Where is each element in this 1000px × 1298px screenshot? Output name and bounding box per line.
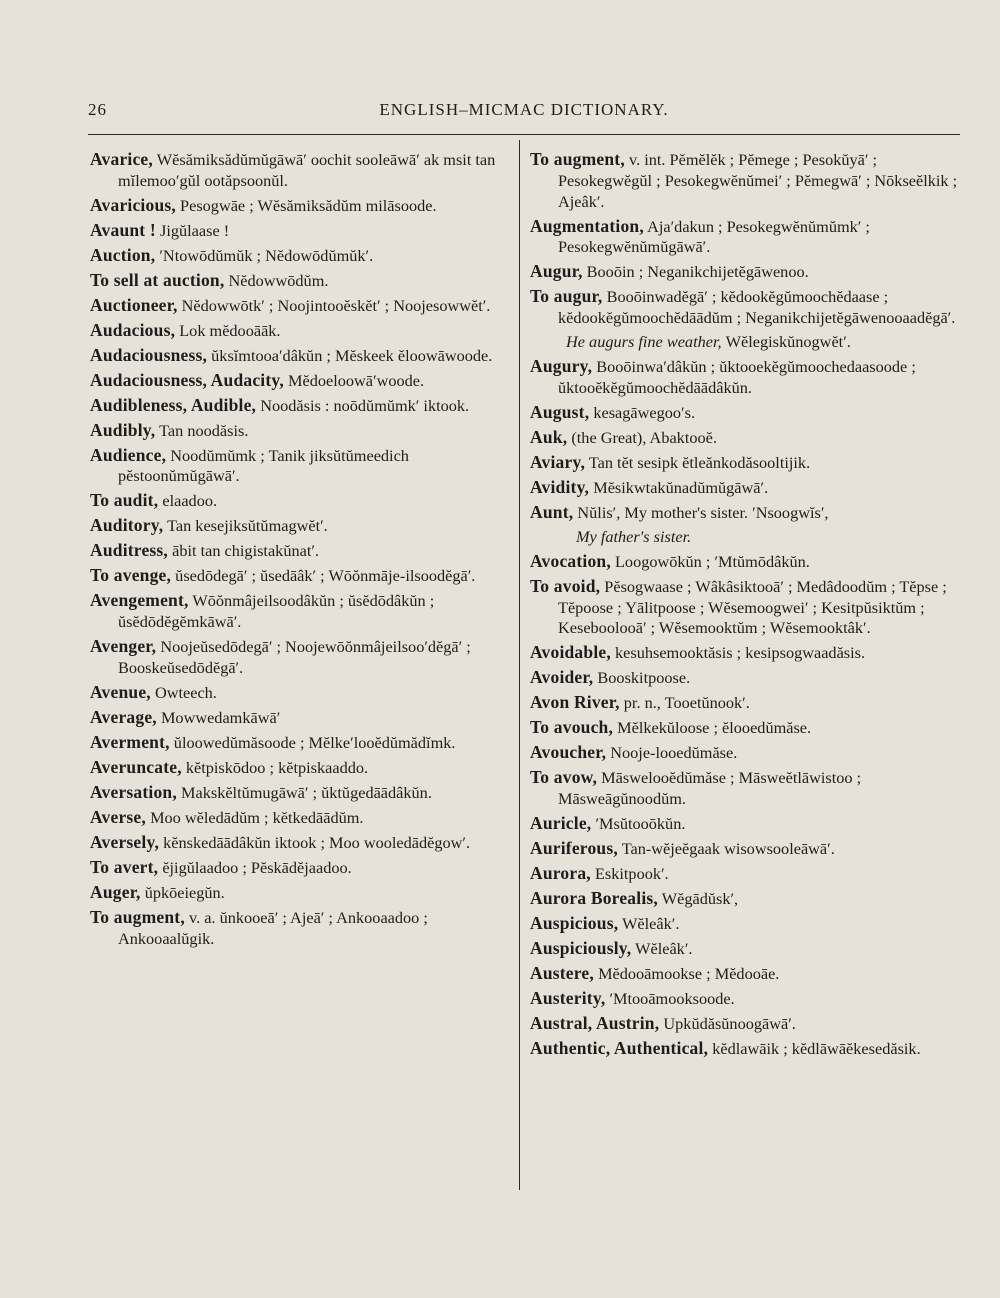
headword: Avoucher,: [530, 742, 607, 763]
definition: Mowwedamkāwā′: [160, 707, 281, 727]
headword: Authentic, Authentical,: [530, 1037, 709, 1058]
sub-entry: [530, 332, 962, 353]
definition: Noodŭmŭmk ; Tanik jiksŭtŭmeedich pĕstoonŭmŭgāwā′.: [118, 445, 409, 486]
headword: Auriferous,: [530, 838, 618, 859]
page-header: [88, 96, 960, 126]
headword: Avaunt !: [90, 219, 156, 240]
definition: ŭksĭmtooa′dâkŭn ; Mĕskeek ĕloowāwoode.: [211, 345, 493, 365]
headword: Avenger,: [90, 636, 157, 657]
left-column: [90, 149, 512, 953]
dictionary-entry: [90, 807, 512, 829]
definition: Wōŏnmâjeilsoodâkŭn ; ŭsĕdōdâkŭn ; ŭsĕdōdĕgĕmkāwā′.: [118, 591, 435, 632]
headword: August,: [530, 401, 590, 422]
dictionary-entry: [530, 502, 962, 524]
headword: Austral, Austrin,: [530, 1012, 660, 1033]
definition: Pĕsogwaase ; Wâkâsiktooā′ ; Medâdoodŭm ; Tĕpse ; Tĕpoose ; Yālitpoose ; Wĕsemoogwei′ ; Kesitpŭsiktŭm ; Keseboolooā′ ; Wĕsemooktŭm ; Wĕsemooktâk′.: [558, 576, 947, 638]
definition: Makskĕltŭmugāwā′ ; ŭktŭgedāādâkŭn.: [181, 782, 432, 802]
definition: Mĕdooāmookse ; Mĕdooāe.: [598, 963, 780, 983]
dictionary-entry: [90, 149, 512, 192]
dictionary-entry: [90, 445, 512, 488]
dictionary-entry: [530, 1013, 962, 1035]
definition: Wĕleâk′.: [622, 914, 680, 933]
dictionary-entry: [90, 395, 512, 417]
definition: Eskitpook′.: [594, 864, 669, 884]
definition: ′Msŭtooōkŭn.: [595, 814, 686, 834]
dictionary-entry: [90, 515, 512, 537]
definition: Nĕdowwōdŭm.: [228, 270, 329, 290]
dictionary-entry: [530, 149, 962, 212]
headword: Aviary,: [530, 451, 586, 472]
definition: pr. n., Tooetŭnook′.: [623, 693, 750, 713]
definition: ′Ntowōdŭmŭk ; Nĕdowōdŭmŭk′.: [159, 245, 374, 265]
sub-entry-phrase: He augurs fine weather,: [566, 332, 722, 352]
dictionary-entry: [90, 882, 512, 904]
definition: Mĕlkekŭloose ; ĕlooedŭmăse.: [617, 718, 812, 738]
headword: Austere,: [530, 962, 594, 983]
headword: Auk,: [530, 426, 568, 447]
definition: Upkŭdăsŭnoogāwā′.: [663, 1013, 796, 1033]
dictionary-entry: [530, 667, 962, 689]
dictionary-entry: [90, 270, 512, 292]
headword: Averse,: [90, 806, 146, 827]
headword: Avidity,: [530, 476, 590, 497]
dictionary-entry: [90, 757, 512, 779]
column-divider: [519, 140, 520, 1190]
dictionary-entry: [530, 356, 962, 399]
dictionary-entry: [90, 857, 512, 879]
dictionary-entry: [90, 782, 512, 804]
headword: To augment,: [530, 149, 625, 169]
definition: Tan tĕt sesipk ĕtleănkodăsooltijik.: [588, 452, 811, 472]
dictionary-entry: [530, 427, 962, 449]
definition: kesuhsemooktăsis ; kesipsogwaadăsis.: [615, 643, 866, 663]
headword: Auger,: [90, 881, 141, 902]
headword: To sell at auction,: [90, 269, 225, 290]
definition: Mĕdoeloowā′woode.: [288, 370, 425, 390]
dictionary-entry: [90, 732, 512, 754]
headword: Auctioneer,: [90, 294, 178, 315]
definition: Aja′dakun ; Pesokegwĕnŭmŭmk′ ; Pesokegwĕnŭmŭgāwā′.: [558, 216, 870, 257]
dictionary-entry: [90, 195, 512, 217]
headword: Auction,: [90, 244, 156, 265]
definition: ŭsedōdegā′ ; ŭsedāâk′ ; Wōŏnmāje-ilsoodĕgā′.: [175, 566, 476, 586]
dictionary-entry: [530, 717, 962, 739]
headword: Audience,: [90, 444, 167, 465]
definition: Booōinwa′dâkŭn ; ŭktooekĕgŭmoochedaasoode ; ŭktooĕkĕgŭmoochĕdāādâkŭn.: [558, 357, 916, 397]
headword: To avert,: [90, 856, 159, 877]
headword: Avocation,: [530, 550, 611, 571]
dictionary-entry: [90, 636, 512, 679]
headword: Augury,: [530, 356, 593, 377]
headword: Audaciousness, Audacity,: [90, 369, 284, 390]
headword: Auditory,: [90, 515, 164, 536]
dictionary-entry: [90, 245, 512, 267]
dictionary-entry: [530, 767, 962, 810]
definition: v. int. Pĕmĕlĕk ; Pĕmege ; Pesokŭyā′ ; Pesokegwĕgŭl ; Pesokegwĕnŭmei′ ; Pĕmegwā′ ; Nōkseĕlkik ; Ajeâk′.: [558, 150, 958, 211]
dictionary-entry: [530, 913, 962, 935]
headword: Audibly,: [90, 419, 156, 440]
headword: Avengement,: [90, 590, 189, 611]
headword: Average,: [90, 706, 157, 727]
definition: v. a. ŭnkooeā′ ; Ajeā′ ; Ankooaadoo ; Ankooaalŭgik.: [118, 907, 428, 948]
right-column: [530, 149, 962, 1063]
definition: Nŭlis′, My mother's sister. ′Nsoogwĭs′,: [577, 502, 829, 522]
definition: ŭloowedŭmăsoode ; Mĕlke′looĕdŭmădĭmk.: [173, 732, 456, 752]
definition: (the Great), Abaktooĕ.: [571, 427, 717, 447]
headword: Avaricious,: [90, 194, 176, 215]
headword: Auspiciously,: [530, 937, 632, 958]
definition: ŭpkōeiegŭn.: [144, 882, 225, 902]
headword: Auspicious,: [530, 913, 619, 933]
dictionary-entry: [530, 402, 962, 424]
dictionary-entry: [530, 692, 962, 714]
headword: To avouch,: [530, 717, 614, 738]
headword: Averuncate,: [90, 756, 182, 777]
headword: Aversely,: [90, 831, 160, 852]
definition: Wĕgādŭsk′,: [661, 889, 739, 909]
headword: Austerity,: [530, 987, 606, 1008]
headword: Avoidable,: [530, 642, 611, 663]
headword: Augmentation,: [530, 215, 644, 236]
definition: Lok mĕdooāāk.: [179, 320, 281, 340]
page-number: 26: [88, 100, 107, 119]
headword: Augur,: [530, 261, 583, 282]
dictionary-entry: [90, 590, 512, 633]
dictionary-entry: [530, 963, 962, 985]
definition: Tan noodăsis.: [159, 420, 249, 440]
definition: Moo wĕledādŭm ; kĕtkedāādŭm.: [150, 807, 364, 827]
dictionary-entry: [530, 838, 962, 860]
headword: Auditress,: [90, 540, 169, 561]
definition: kĕdlawāik ; kĕdlāwāĕkesedăsik.: [712, 1038, 921, 1058]
dictionary-entry: [90, 420, 512, 442]
headword: Aunt,: [530, 501, 574, 522]
definition: ābit tan chigistakŭnat′.: [172, 541, 319, 561]
headword: Aurora,: [530, 863, 591, 884]
dictionary-entry: [530, 938, 962, 960]
definition: Noojeŭsedōdegā′ ; Noojewōŏnmâjeilsoo′dĕgā′ ; Booskeŭsedōdĕgā′.: [118, 637, 471, 677]
definition: Mĕsikwtakŭnadŭmŭgāwā′.: [593, 477, 769, 497]
dictionary-entry: [530, 642, 962, 664]
headword: To augment,: [90, 906, 185, 927]
definition: Tan kesejiksŭtŭmagwĕt′.: [167, 516, 328, 536]
dictionary-entry: [90, 370, 512, 392]
definition: Nĕdowwōtk′ ; Noojintooĕskĕt′ ; Noojesowwĕt′.: [181, 295, 491, 315]
dictionary-entry: [530, 286, 962, 329]
headword: To augur,: [530, 286, 603, 307]
headword: Avenue,: [90, 681, 151, 702]
dictionary-entry: [530, 1038, 962, 1060]
dictionary-entry: [530, 477, 962, 499]
definition: kĕnskedāādâkŭn iktook ; Moo wooledādĕgow′.: [163, 832, 471, 852]
dictionary-entry: [530, 216, 962, 259]
dictionary-entry: [90, 345, 512, 367]
dictionary-entry: [90, 490, 512, 512]
dictionary-entry: [530, 261, 962, 283]
dictionary-entry: [90, 220, 512, 242]
definition: Māsweloоĕdŭmăse ; Māsweĕtlāwistoo ; Māsweāgŭnoodŭm.: [558, 768, 862, 809]
definition: Pesogwāe ; Wĕsămiksădŭm milāsoode.: [180, 195, 437, 215]
definition: Loogowōkŭn ; ′Mtŭmōdâkŭn.: [614, 551, 810, 571]
dictionary-entry: [90, 295, 512, 317]
definition: Nooje-looedŭmăse.: [610, 743, 738, 763]
dictionary-entry: [90, 565, 512, 587]
headword: To audit,: [90, 490, 159, 511]
definition: Booōin ; Neganikchijetĕgāwenoo.: [586, 262, 809, 282]
headword: To avow,: [530, 767, 598, 788]
definition: Wĕleâk′.: [635, 938, 693, 958]
dictionary-entry: [530, 988, 962, 1010]
definition: kesagāwegoo′s.: [593, 402, 696, 422]
headword: Audaciousness,: [90, 344, 208, 365]
dictionary-entry: [530, 576, 962, 639]
dictionary-entry: [530, 742, 962, 764]
headword: Audibleness, Audible,: [90, 394, 257, 415]
dictionary-entry: [90, 682, 512, 704]
definition: elaadoo.: [162, 491, 218, 511]
definition: Tan-wĕjeĕgaak wisowsooleāwā′.: [621, 839, 835, 859]
definition: Booōinwadĕgā′ ; kĕdookĕgŭmoochĕdaase ; kĕdookĕgŭmoochĕdāādŭm ; Neganikchijetĕgāwenooaadĕgā′.: [558, 287, 956, 328]
dictionary-entry: [530, 813, 962, 835]
dictionary-entry: [90, 907, 512, 950]
headword: Avoider,: [530, 667, 594, 688]
headword: Aversation,: [90, 781, 177, 802]
entry-continuation: My father's sister.: [576, 526, 692, 546]
headword: Averment,: [90, 731, 170, 752]
dictionary-entry: [90, 320, 512, 342]
definition: ĕjigŭlaadoo ; Pĕskādĕjaadoo.: [162, 857, 352, 877]
definition: ′Mtooāmooksoode.: [609, 988, 735, 1008]
running-title: ENGLISH–MICMAC DICTIONARY.: [379, 100, 669, 119]
dictionary-entry: [530, 863, 962, 885]
dictionary-entry: [530, 452, 962, 474]
headword: To avoid,: [530, 575, 601, 596]
headword: Auricle,: [530, 813, 592, 834]
definition: Jigŭlaase !: [160, 220, 230, 240]
headword: Avarice,: [90, 149, 153, 169]
headword: Avon River,: [530, 692, 620, 713]
definition: Booskitpoose.: [597, 668, 691, 688]
dictionary-entry: [530, 888, 962, 910]
headword: To avenge,: [90, 565, 172, 586]
dictionary-entry: [90, 832, 512, 854]
header-rule: [88, 134, 960, 135]
definition: Noodăsis : noōdŭmŭmk′ iktook.: [260, 395, 470, 415]
definition: kĕtpiskōdoo ; kĕtpiskaaddo.: [185, 757, 369, 777]
definition: Owteech.: [154, 682, 217, 702]
dictionary-entry: [530, 551, 962, 573]
dictionary-entry: [90, 540, 512, 562]
dictionary-entry: [90, 707, 512, 729]
headword: Audacious,: [90, 319, 176, 340]
definition: Wĕlegiskŭnogwĕt′.: [725, 332, 851, 352]
definition: Wĕsămiksădŭmŭgāwā′ oochit sooleāwā′ ak msit tan mĭlemoo′gŭl ootăpsoonŭl.: [118, 150, 496, 190]
headword: Aurora Borealis,: [530, 888, 658, 909]
